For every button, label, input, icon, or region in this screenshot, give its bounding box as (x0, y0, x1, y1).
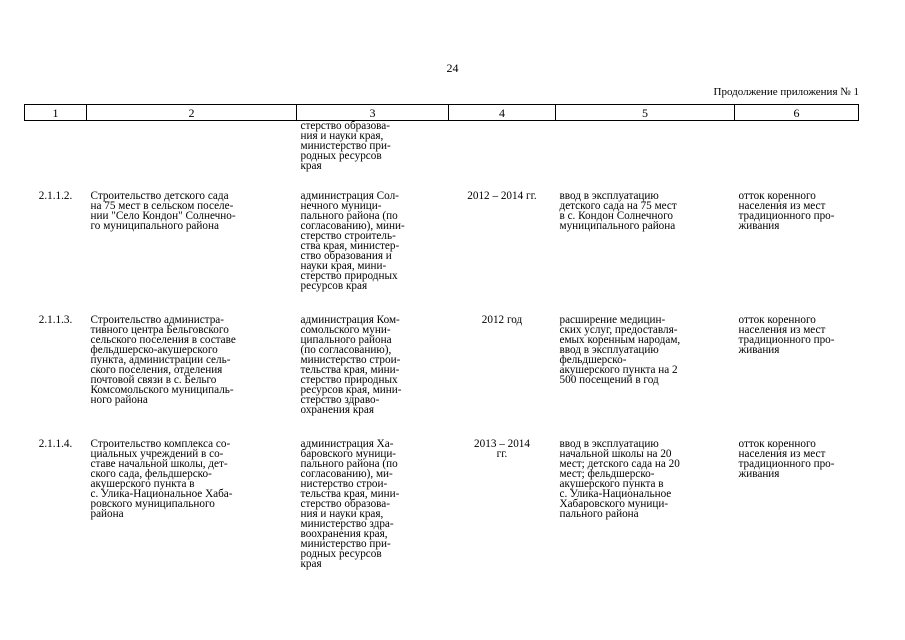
table-row (25, 435, 859, 589)
column-header: 6 (735, 105, 859, 121)
column-header: 3 (297, 105, 449, 121)
cell-num (25, 121, 87, 188)
cell-object: Строительство администра- тивного центра Бельговского сельского поселения в составе фельдшерско-акушерского пункта, администрации сель- ского поселения, отделения почтовой связи в с. Бельго Комсомольского муниципаль- ного района (90, 314, 236, 406)
cell-effect (735, 121, 859, 188)
cell-num: 2.1.1.4. (38, 438, 73, 450)
continuation-row (25, 121, 859, 188)
table-body (25, 121, 859, 590)
cell-effect: отток коренного населения из мест традиционного про- живания (738, 438, 835, 480)
column-header: 2 (87, 105, 297, 121)
cell-executors: стерство образова- ния и науки края, министерство при- родных ресурсов края (300, 120, 391, 172)
cell-object: Строительство комплекса со- циальных учреждений в со- ставе начальной школы, дет- ского сада, фельдшерско- акушерского пункта в с. Улика-Национальное Хаба- ровского муниципального района (90, 438, 233, 520)
page-number: 24 (446, 61, 459, 75)
cell-executors: администрация Сол- нечного муници- пального района (по согласованию), мини- стерство строитель- ства края, министер- ство образования и науки края, мини- стерство природных ресурсов края (300, 190, 405, 292)
cell-executors: администрация Ха- баровского муници- пального района (по согласованию), ми- нистерство строи- тельства края, мини- стерство образова- ния и науки края, министерство здра- воохранения края, министерство при- родных ресурсов края (300, 438, 400, 570)
program-table (24, 104, 859, 589)
cell-period: 2012 – 2014 гг. (467, 190, 537, 202)
cell-result (556, 121, 735, 188)
cell-num: 2.1.1.3. (38, 314, 73, 326)
table-header-row (25, 105, 859, 121)
table-row (25, 187, 859, 311)
cell-period (449, 121, 556, 188)
cell-result: ввод в эксплуатацию начальной школы на 20 мест; детского сада на 20 мест; фельдшерско- акушерского пункта в с. Улика-Национальное Хабаровского муници- пального района (559, 438, 680, 520)
cell-num: 2.1.1.2. (38, 190, 73, 202)
cell-object: Строительство детского сада на 75 мест в сельском поселе- нии "Село Кондон" Солнечно- го муниципального района (90, 190, 236, 232)
column-header: 5 (556, 105, 735, 121)
cell-effect: отток коренного населения из мест традиционного про- живания (738, 314, 835, 356)
cell-effect: отток коренного населения из мест традиционного про- живания (738, 190, 835, 232)
cell-result: расширение медицин- ских услуг, предоставля- емых коренным народам, ввод в эксплуатацию фельдшерско- акушерского пункта на 2 500 посещений в год (559, 314, 681, 386)
column-header: 4 (449, 105, 556, 121)
annex-continuation-note: Продолжение приложения № 1 (713, 86, 859, 98)
cell-result: ввод в эксплуатацию детского сада на 75 мест в с. Кондон Солнечного муниципального района (559, 190, 677, 232)
column-header: 1 (25, 105, 87, 121)
cell-executors: администрация Ком- сомольского муни- ципального района (по согласованию), министерство строи- тельства края, мини- стерство природных ресурсов края, мини- стерство здраво- охранения края (300, 314, 402, 416)
cell-period: 2013 – 2014 гг. (474, 438, 530, 460)
cell-period: 2012 год (481, 314, 523, 326)
table-row (25, 311, 859, 435)
cell-object (87, 121, 297, 188)
